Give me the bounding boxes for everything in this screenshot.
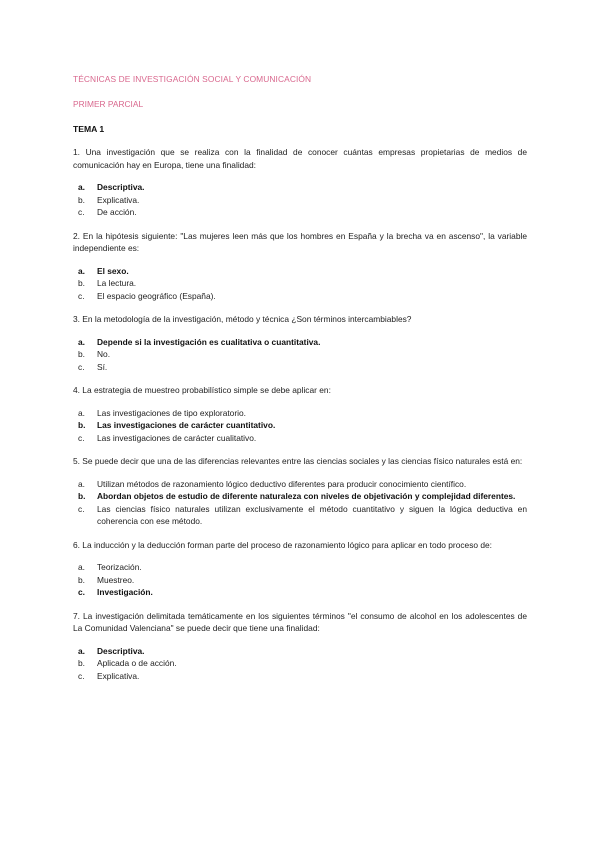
answer-option xyxy=(73,670,527,683)
option-text: Descriptiva. xyxy=(97,182,145,192)
option-text: El espacio geográfico (España). xyxy=(97,290,216,301)
answer-option-correct xyxy=(73,645,527,658)
option-letter: a. xyxy=(78,182,85,192)
option-text: Explicativa. xyxy=(97,670,140,681)
answer-option xyxy=(73,407,527,420)
option-text: Las investigaciones de carácter cualitativo. xyxy=(97,432,257,443)
answer-option xyxy=(73,194,527,207)
option-letter: b. xyxy=(78,574,85,585)
question-text: 7. La investigación delimitada temáticamente en los siguientes términos "el consumo de alcohol en los adolescentes de La Comunidad Valenciana" se puede decir que tiene una finalidad: xyxy=(73,610,527,633)
option-letter: b. xyxy=(78,349,85,359)
answer-option-correct xyxy=(73,490,527,503)
option-letter: a. xyxy=(78,645,85,656)
option-text: No. xyxy=(97,349,111,359)
answer-options xyxy=(73,561,527,599)
option-letter: c. xyxy=(78,432,85,443)
option-text: Utilizan métodos de razonamiento lógico deductivo diferentes para producir conocimiento científico. xyxy=(97,478,467,489)
answer-options xyxy=(73,407,527,445)
option-letter: a. xyxy=(78,478,85,489)
option-letter: b. xyxy=(78,278,85,288)
option-letter: b. xyxy=(78,491,86,501)
option-text: El sexo. xyxy=(97,265,129,276)
option-letter: a. xyxy=(78,265,85,276)
exam-title: PRIMER PARCIAL xyxy=(73,99,144,109)
option-letter: b. xyxy=(78,658,85,668)
answer-options xyxy=(73,478,527,528)
answer-option xyxy=(73,206,527,219)
option-letter: b. xyxy=(78,194,85,205)
option-letter: c. xyxy=(78,503,85,514)
option-text: Descriptiva. xyxy=(97,645,145,656)
option-letter: c. xyxy=(78,207,85,217)
answer-options xyxy=(73,181,527,219)
option-letter: a. xyxy=(78,562,85,572)
question-text: 1. Una investigación que se realiza con la finalidad de conocer cuántas empresas propietarias de medios de comunicación hay en Europa, tiene una finalidad: xyxy=(73,147,527,170)
option-text: Sí. xyxy=(97,361,108,372)
question-6 xyxy=(73,539,527,599)
option-text: Investigación. xyxy=(97,587,153,597)
answer-option-correct xyxy=(73,181,527,194)
answer-option-correct xyxy=(73,586,527,599)
answer-option-correct xyxy=(73,265,527,278)
answer-option xyxy=(73,361,527,374)
option-text: Abordan objetos de estudio de diferente naturaleza con niveles de objetivación y complejidad diferentes. xyxy=(97,491,516,501)
answer-option xyxy=(73,290,527,303)
answer-option xyxy=(73,503,527,528)
option-text: Explicativa. xyxy=(97,194,140,205)
option-letter: a. xyxy=(78,407,85,418)
option-letter: c. xyxy=(78,670,85,681)
question-text: 3. En la metodología de la investigación, método y técnica ¿Son términos intercambiables? xyxy=(73,314,412,324)
answer-options xyxy=(73,336,527,374)
answer-option-correct xyxy=(73,419,527,432)
question-3 xyxy=(73,313,527,373)
option-text: Las ciencias físico naturales utilizan exclusivamente el método cuantitativo y siguen la lógica deductiva en coherencia con ese método. xyxy=(97,503,527,526)
option-text: Las investigaciones de tipo exploratorio. xyxy=(97,407,246,418)
answer-option xyxy=(73,348,527,361)
option-text: Aplicada o de acción. xyxy=(97,658,177,668)
answer-option xyxy=(73,561,527,574)
answer-option xyxy=(73,574,527,587)
option-letter: c. xyxy=(78,361,85,372)
answer-option-correct xyxy=(73,336,527,349)
question-2 xyxy=(73,230,527,303)
answer-option xyxy=(73,478,527,491)
option-text: De acción. xyxy=(97,207,137,217)
question-text: 4. La estrategia de muestreo probabilístico simple se debe aplicar en: xyxy=(73,385,331,395)
question-text: 6. La inducción y la deducción forman parte del proceso de razonamiento lógico para aplicar en todo proceso de: xyxy=(73,539,493,550)
answer-option xyxy=(73,657,527,670)
option-letter: a. xyxy=(78,336,85,347)
option-text: Las investigaciones de carácter cuantitativo. xyxy=(97,420,276,430)
question-text: 2. En la hipótesis siguiente: "Las mujeres leen más que los hombres en España y la brecha va en ascenso", la variable independiente es: xyxy=(73,230,527,253)
question-5 xyxy=(73,455,527,528)
answer-options xyxy=(73,265,527,303)
option-text: Depende si la investigación es cualitativa o cuantitativa. xyxy=(97,336,321,347)
option-text: Teorización. xyxy=(97,562,142,572)
question-4 xyxy=(73,384,527,444)
option-letter: c. xyxy=(78,290,85,301)
option-text: La lectura. xyxy=(97,278,137,288)
question-1 xyxy=(73,146,527,219)
option-letter: b. xyxy=(78,420,86,430)
course-title: TÉCNICAS DE INVESTIGACIÓN SOCIAL Y COMUNICACIÓN xyxy=(73,74,312,84)
question-7 xyxy=(73,610,527,683)
answer-option xyxy=(73,432,527,445)
option-letter: c. xyxy=(78,587,85,597)
option-text: Muestreo. xyxy=(97,574,135,585)
answer-options xyxy=(73,645,527,683)
answer-option xyxy=(73,277,527,290)
questions-list xyxy=(73,146,527,682)
question-text: 5. Se puede decir que una de las diferencias relevantes entre las ciencias sociales y las ciencias físico naturales está en: xyxy=(73,456,523,466)
tema-title: TEMA 1 xyxy=(73,124,105,134)
